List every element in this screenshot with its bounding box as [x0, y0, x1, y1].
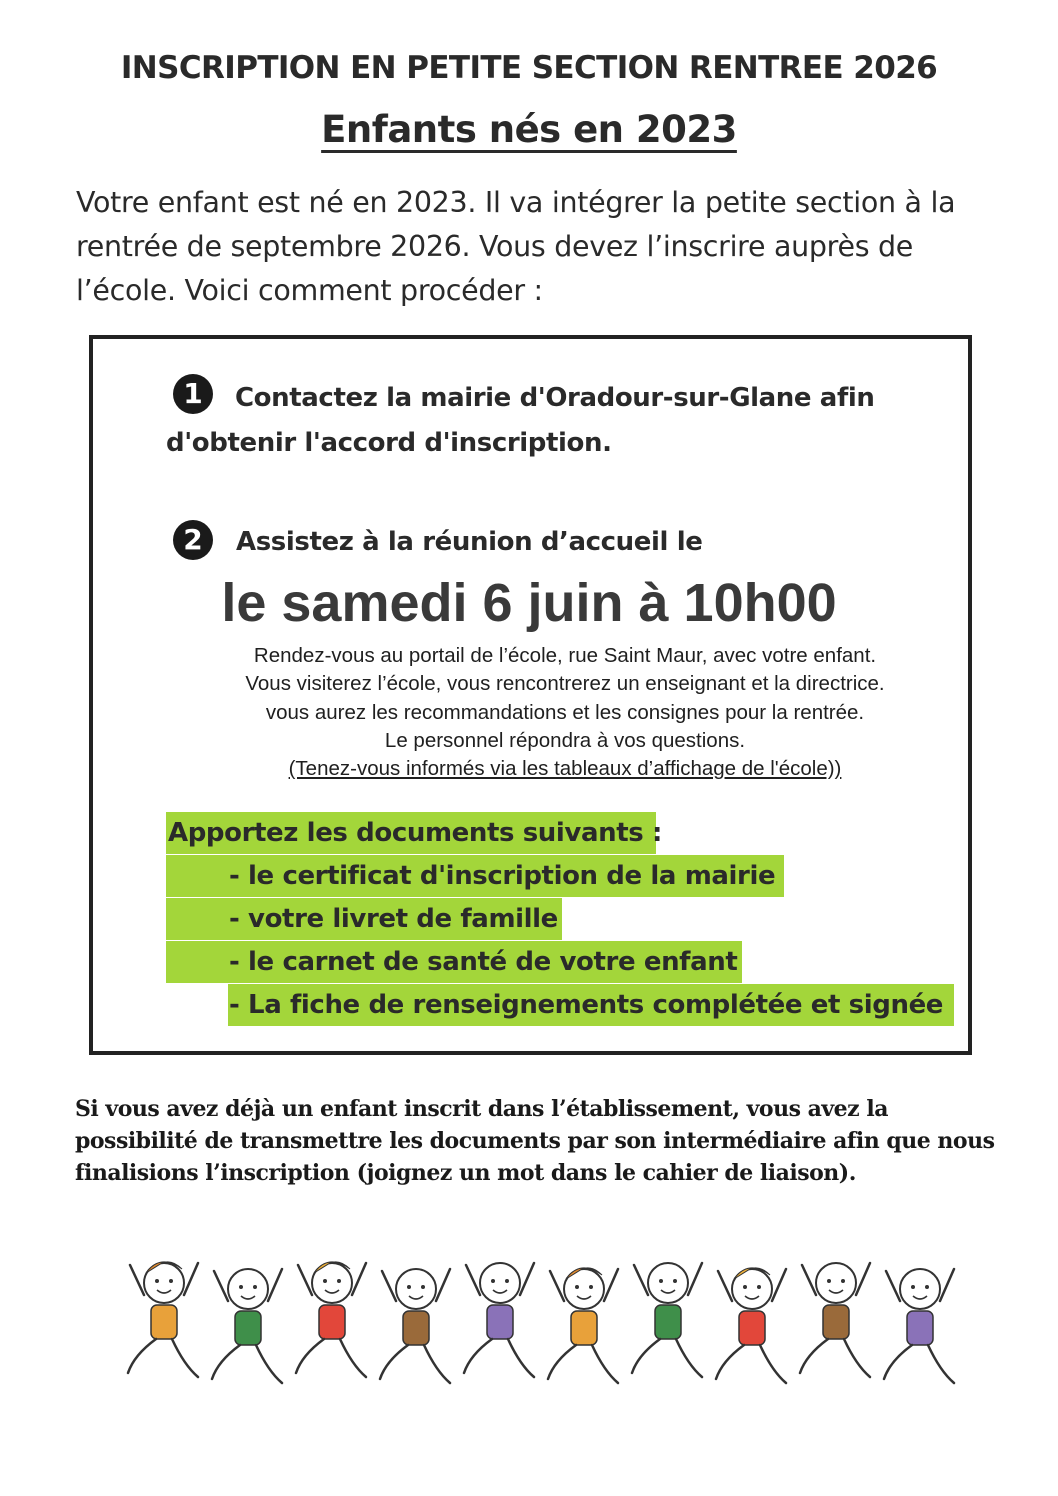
meeting-detail: vous aurez les recommandations et les consignes pour la rentrée.	[265, 701, 865, 724]
document-item: - votre livret de famille	[229, 904, 558, 934]
sibling-note-line: Si vous avez déjà un enfant inscrit dans l’établissement, vous avez la	[75, 1096, 888, 1122]
meeting-detail: Le personnel répondra à vos questions.	[384, 729, 746, 752]
child-figure	[716, 1268, 786, 1383]
child-figure	[212, 1269, 282, 1383]
intro-line: Votre enfant est né en 2023. Il va intégrer la petite section à la	[76, 186, 956, 219]
document-item: - le certificat d'inscription de la mairie	[229, 861, 776, 891]
child-figure	[800, 1263, 870, 1377]
intro-line: rentrée de septembre 2026. Vous devez l’inscrire auprès de	[76, 230, 914, 263]
meeting-detail: Vous visiterez l’école, vous rencontrerez un enseignant et la directrice.	[245, 672, 885, 695]
title-line-2: Enfants nés en 2023	[321, 108, 737, 151]
title-line-1: INSCRIPTION EN PETITE SECTION RENTREE 2026	[120, 50, 938, 86]
child-figure	[632, 1263, 702, 1377]
sibling-note-line: finalisions l’inscription (joignez un mot dans le cahier de liaison).	[75, 1160, 856, 1186]
step-1-number-icon: 1	[173, 374, 213, 414]
meeting-note: (Tenez-vous informés via les tableaux d’affichage de l'école))	[288, 757, 842, 780]
step-2-line-1: Assistez à la réunion d’accueil le	[236, 527, 703, 557]
step-2-number-icon: 2	[173, 520, 213, 560]
meeting-date: le samedi 6 juin à 10h00	[221, 573, 837, 633]
intro-line: l’école. Voici comment procéder :	[76, 274, 543, 307]
documents-heading: Apportez les documents suivants :	[168, 818, 662, 848]
document-item: - La fiche de renseignements complétée et signée	[229, 990, 944, 1020]
child-figure	[464, 1263, 534, 1377]
step-1-line-2: d'obtenir l'accord d'inscription.	[166, 428, 612, 458]
child-figure	[128, 1262, 198, 1377]
child-figure	[380, 1269, 450, 1383]
child-figure	[884, 1269, 954, 1383]
document-item: - le carnet de santé de votre enfant	[229, 947, 738, 977]
jumping-children-icon	[122, 1255, 962, 1405]
meeting-detail: Rendez-vous au portail de l’école, rue Saint Maur, avec votre enfant.	[253, 644, 877, 667]
child-figure	[548, 1268, 618, 1383]
step-1-line-1: Contactez la mairie d'Oradour-sur-Glane afin	[235, 383, 875, 413]
child-figure	[296, 1262, 366, 1377]
sibling-note-line: possibilité de transmettre les documents par son intermédiaire afin que nous	[75, 1128, 995, 1154]
